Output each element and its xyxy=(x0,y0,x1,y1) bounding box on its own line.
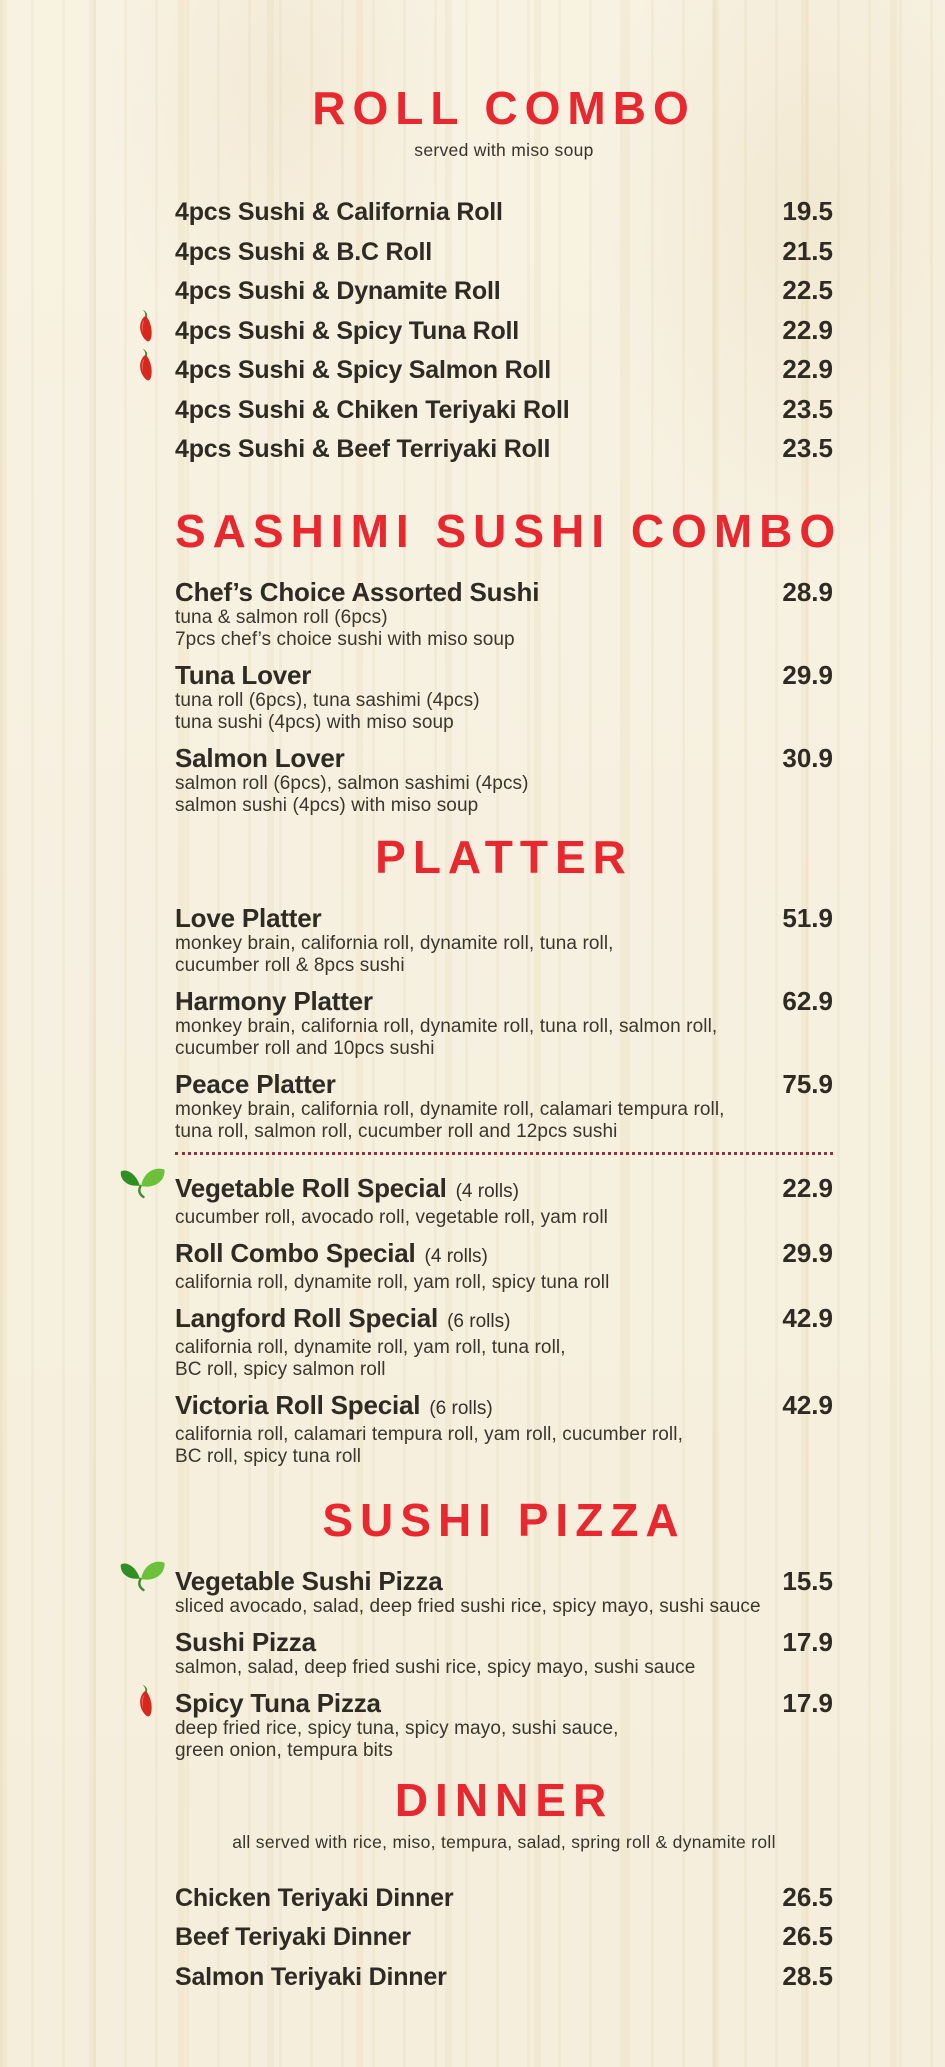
menu-item xyxy=(175,660,833,734)
item-description: california roll, dynamite roll, yam roll, tuna roll, xyxy=(175,1336,566,1358)
menu-item xyxy=(175,903,833,977)
item-price: 22.9 xyxy=(782,1172,833,1203)
section-title: SUSHI PIZZA xyxy=(322,1493,686,1546)
item-name-row xyxy=(175,1566,833,1596)
item-portion-count: (6 rolls) xyxy=(447,1310,511,1332)
item-description: cucumber roll, avocado roll, vegetable roll, yam roll xyxy=(175,1206,608,1228)
item-description: monkey brain, california roll, dynamite roll, calamari tempura roll, xyxy=(175,1098,725,1120)
section-title: SASHIMI SUSHI COMBO xyxy=(175,504,843,557)
item-price: 22.9 xyxy=(782,354,833,384)
section-dinner xyxy=(175,1773,833,1997)
item-name: 4pcs Sushi & Beef Terriyaki Roll xyxy=(175,435,551,463)
chili-pepper-icon xyxy=(133,348,159,382)
item-name-row xyxy=(175,429,833,469)
item-name-row xyxy=(175,1069,833,1099)
section-roll-combo xyxy=(175,84,833,469)
section-title: ROLL COMBO xyxy=(312,82,696,134)
item-name-row xyxy=(175,232,833,272)
item-price: 42.9 xyxy=(782,1389,833,1420)
item-portion-count: (4 rolls) xyxy=(455,1180,519,1202)
item-price: 17.9 xyxy=(782,1687,833,1718)
item-price: 29.9 xyxy=(782,1237,833,1268)
item-name: Harmony Platter xyxy=(175,985,373,1016)
section-subtitle: all served with rice, miso, tempura, salad, spring roll & dynamite roll xyxy=(232,1831,776,1852)
menu-item xyxy=(175,1069,833,1143)
item-name: Chef’s Choice Assorted Sushi xyxy=(175,576,540,607)
section-items xyxy=(175,1878,833,1997)
menu-item xyxy=(175,1957,833,1997)
item-price: 23.5 xyxy=(782,433,833,463)
menu-item xyxy=(175,1688,833,1762)
menu-item xyxy=(175,1390,833,1468)
vegetarian-leaf-icon xyxy=(119,1167,167,1200)
item-name-row xyxy=(175,986,833,1016)
dotted-divider xyxy=(175,1152,833,1155)
item-name-row xyxy=(175,1173,833,1207)
item-price: 22.5 xyxy=(782,275,833,305)
item-name-row xyxy=(175,577,833,607)
item-description: monkey brain, california roll, dynamite roll, tuna roll, xyxy=(175,932,614,954)
item-description: deep fried rice, spicy tuna, spicy mayo, sushi sauce, xyxy=(175,1717,619,1739)
item-portion-count: (4 rolls) xyxy=(424,1245,488,1267)
item-portion-count: (6 rolls) xyxy=(429,1397,493,1419)
section-title: PLATTER xyxy=(375,830,633,883)
menu-item xyxy=(175,577,833,651)
item-price: 75.9 xyxy=(782,1068,833,1099)
item-name-row xyxy=(175,1238,833,1272)
item-description: salmon roll (6pcs), salmon sashimi (4pcs) xyxy=(175,772,529,794)
menu-item xyxy=(175,350,833,390)
item-price: 30.9 xyxy=(782,742,833,773)
item-price: 28.5 xyxy=(782,1960,833,1991)
item-name-row xyxy=(175,1957,833,1997)
item-price: 28.9 xyxy=(782,576,833,607)
item-name: 4pcs Sushi & Spicy Tuna Roll xyxy=(175,316,520,345)
item-name-row xyxy=(175,1878,833,1918)
item-description: tuna roll (6pcs), tuna sashimi (4pcs) xyxy=(175,689,480,711)
item-description: tuna & salmon roll (6pcs) xyxy=(175,606,388,628)
item-description: monkey brain, california roll, dynamite roll, tuna roll, salmon roll, xyxy=(175,1015,718,1037)
item-name-row xyxy=(175,350,833,390)
item-name-row xyxy=(175,1917,833,1957)
section-items xyxy=(175,577,833,817)
item-description: california roll, dynamite roll, yam roll, spicy tuna roll xyxy=(175,1271,610,1293)
item-description: cucumber roll & 8pcs sushi xyxy=(175,954,405,976)
item-name: 4pcs Sushi & California Roll xyxy=(175,198,503,226)
item-name: Beef Teriyaki Dinner xyxy=(175,1923,411,1951)
item-name-row xyxy=(175,743,833,773)
section-items xyxy=(175,903,833,1468)
item-name: Vegetable Roll Special xyxy=(175,1172,447,1203)
item-description: tuna roll, salmon roll, cucumber roll and 12pcs sushi xyxy=(175,1120,618,1142)
menu-item xyxy=(175,1917,833,1957)
section-title: DINNER xyxy=(394,1773,614,1826)
item-description: tuna sushi (4pcs) with miso soup xyxy=(175,711,454,733)
item-name: Victoria Roll Special xyxy=(175,1389,421,1420)
chili-pepper-icon xyxy=(133,1684,159,1718)
item-price: 19.5 xyxy=(782,196,833,226)
item-price: 62.9 xyxy=(782,985,833,1016)
item-name-row xyxy=(175,1303,833,1337)
menu-item xyxy=(175,192,833,232)
item-name: Langford Roll Special xyxy=(175,1302,439,1333)
item-name: Sushi Pizza xyxy=(175,1626,316,1657)
item-price: 29.9 xyxy=(782,659,833,690)
item-price: 17.9 xyxy=(782,1626,833,1657)
item-name: 4pcs Sushi & Spicy Salmon Roll xyxy=(175,356,552,384)
item-description: salmon sushi (4pcs) with miso soup xyxy=(175,794,479,816)
section-subtitle: served with miso soup xyxy=(414,140,594,160)
item-price: 26.5 xyxy=(782,1881,833,1912)
item-name-row xyxy=(175,903,833,933)
item-name: 4pcs Sushi & B.C Roll xyxy=(175,237,432,266)
menu-item xyxy=(175,1878,833,1918)
item-description: salmon, salad, deep fried sushi rice, spicy mayo, sushi sauce xyxy=(175,1656,696,1678)
item-name-row xyxy=(175,311,833,351)
menu-item xyxy=(175,1238,833,1294)
menu-item xyxy=(175,232,833,272)
item-name-row xyxy=(175,1390,833,1424)
vegetarian-leaf-icon xyxy=(119,1560,167,1593)
item-price: 15.5 xyxy=(782,1565,833,1596)
item-price: 22.9 xyxy=(782,314,833,345)
item-price: 26.5 xyxy=(782,1921,833,1951)
menu-item xyxy=(175,1303,833,1381)
chili-pepper-icon xyxy=(133,309,159,343)
item-name-row xyxy=(175,390,833,430)
item-price: 42.9 xyxy=(782,1302,833,1333)
item-name: Roll Combo Special xyxy=(175,1237,416,1268)
menu-item xyxy=(175,1566,833,1618)
section-items xyxy=(175,192,833,469)
menu-item xyxy=(175,1627,833,1679)
menu-item xyxy=(175,271,833,311)
item-name: Spicy Tuna Pizza xyxy=(175,1687,381,1718)
item-price: 51.9 xyxy=(782,902,833,933)
item-name: Vegetable Sushi Pizza xyxy=(175,1565,443,1596)
section-items xyxy=(175,1566,833,1762)
item-name: Salmon Lover xyxy=(175,742,345,773)
item-description: sliced avocado, salad, deep fried sushi rice, spicy mayo, sushi sauce xyxy=(175,1595,761,1617)
item-price: 23.5 xyxy=(782,393,833,424)
section-platter xyxy=(175,830,833,1468)
item-name: Peace Platter xyxy=(175,1068,336,1099)
item-name: 4pcs Sushi & Chiken Teriyaki Roll xyxy=(175,395,570,424)
item-description: california roll, calamari tempura roll, yam roll, cucumber roll, xyxy=(175,1423,683,1445)
item-name: 4pcs Sushi & Dynamite Roll xyxy=(175,277,501,305)
item-description: cucumber roll and 10pcs sushi xyxy=(175,1037,435,1059)
item-description: BC roll, spicy tuna roll xyxy=(175,1445,362,1467)
menu-item xyxy=(175,429,833,469)
item-description: BC roll, spicy salmon roll xyxy=(175,1358,386,1380)
menu-item xyxy=(175,390,833,430)
menu-item xyxy=(175,1173,833,1229)
item-name-row xyxy=(175,1627,833,1657)
section-sushi-pizza xyxy=(175,1493,833,1762)
item-name: Love Platter xyxy=(175,902,322,933)
item-description: green onion, tempura bits xyxy=(175,1739,393,1761)
item-name: Tuna Lover xyxy=(175,659,312,690)
item-price: 21.5 xyxy=(782,235,833,266)
section-sashimi-sushi-combo xyxy=(175,504,843,817)
menu-item xyxy=(175,311,833,351)
item-name-row xyxy=(175,192,833,232)
menu-item xyxy=(175,986,833,1060)
item-name-row xyxy=(175,1688,833,1718)
item-name-row xyxy=(175,271,833,311)
item-description: 7pcs chef’s choice sushi with miso soup xyxy=(175,628,515,650)
item-name-row xyxy=(175,660,833,690)
item-name: Salmon Teriyaki Dinner xyxy=(175,1962,447,1991)
item-name: Chicken Teriyaki Dinner xyxy=(175,1883,454,1912)
menu-item xyxy=(175,743,833,817)
